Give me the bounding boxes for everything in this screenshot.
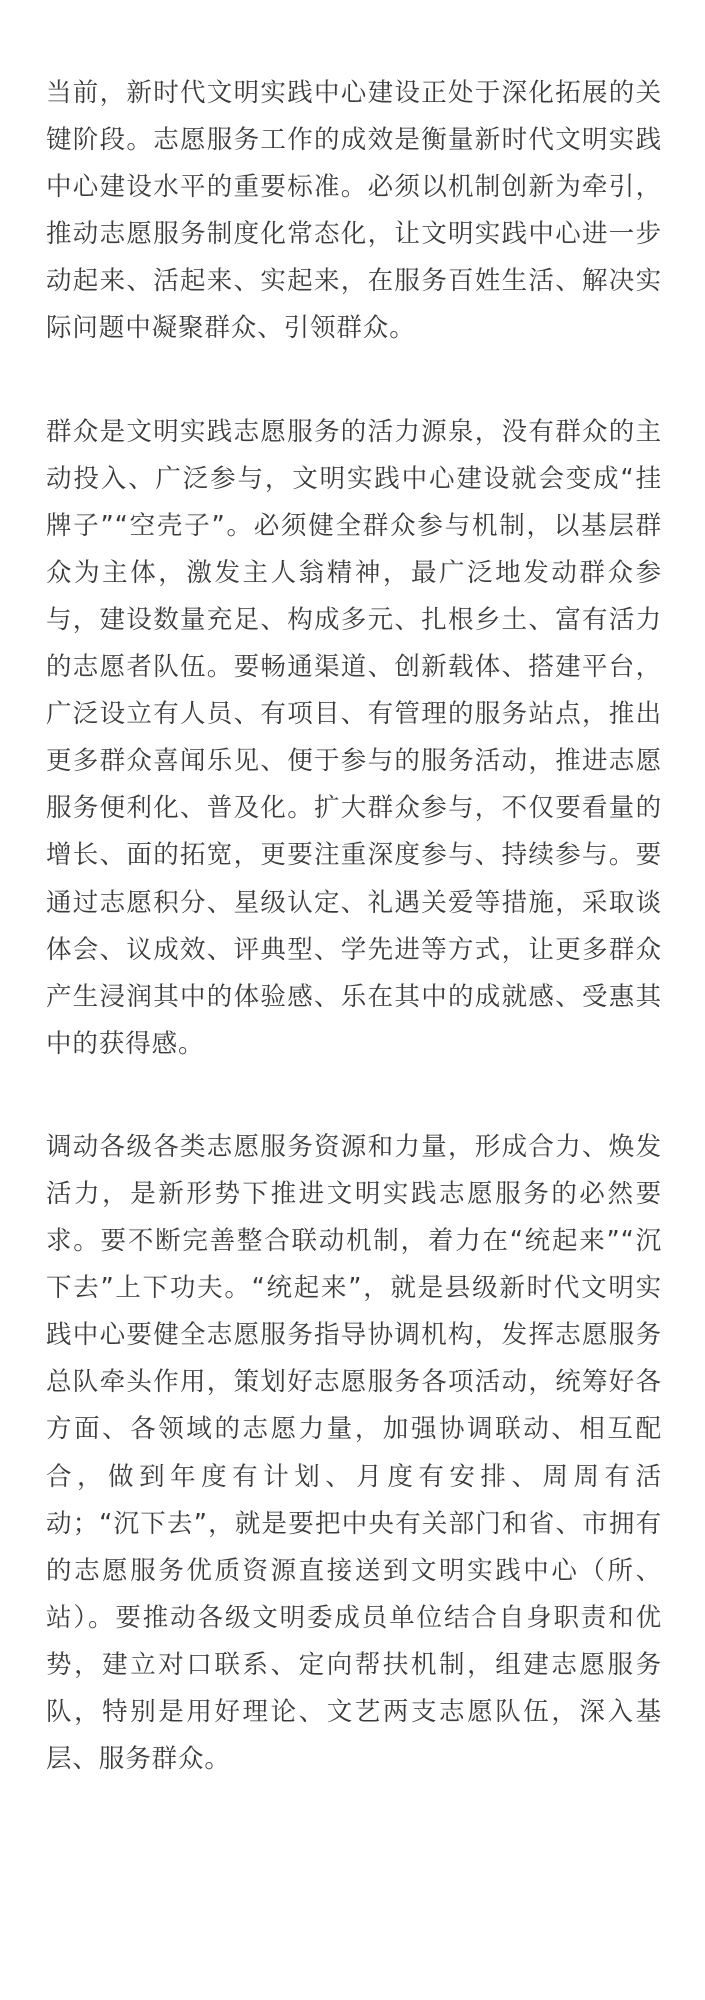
paragraph-3: 调动各级各类志愿服务资源和力量，形成合力、焕发活力，是新形势下推进文明实践志愿服务的必然要求。要不断完善整合联动机制，着力在“统起来”“沉下去”上下功夫。“统起来”，就是县级新时代文明实践中心要健全志愿服务指导协调机构，发挥志愿服务总队牵头作用，策划好志愿服务各项活动，统筹好各方面、各领域的志愿力量，加强协调联动、相互配合，做到年度有计划、月度有安排、周周有活动；“沉下去”，就是要把中央有关部门和省、市拥有的志愿服务优质资源直接送到文明实践中心（所、站）。要推动各级文明委成员单位结合自身职责和优势，建立对口联系、定向帮扶机制，组建志愿服务队，特别是用好理论、文艺两支志愿队伍，深入基层、服务群众。 [46,1131,662,1775]
paragraph-1: 当前，新时代文明实践中心建设正处于深化拓展的关键阶段。志愿服务工作的成效是衡量新时代文明实践中心建设水平的重要标准。必须以机制创新为牵引，推动志愿服务制度化常态化，让文明实践中心进一步动起来、活起来、实起来，在服务百姓生活、解决实际问题中凝聚群众、引领群众。 [46,78,662,344]
paragraph-2: 群众是文明实践志愿服务的活力源泉，没有群众的主动投入、广泛参与，文明实践中心建设就会变成“挂牌子”“空壳子”。必须健全群众参与机制，以基层群众为主体，激发主人翁精神，最广泛地发动群众参与，建设数量充足、构成多元、扎根乡土、富有活力的志愿者队伍。要畅通渠道、创新载体、搭建平台，广泛设立有人员、有项目、有管理的服务站点，推出更多群众喜闻乐见、便于参与的服务活动，推进志愿服务便利化、普及化。扩大群众参与，不仅要看量的增长、面的拓宽，更要注重深度参与、持续参与。要通过志愿积分、星级认定、礼遇关爱等措施，采取谈体会、议成效、评典型、学先进等方式，让更多群众产生浸润其中的体验感、乐在其中的成就感、受惠其中的获得感。 [46,416,662,1059]
article-body [46,70,662,1783]
